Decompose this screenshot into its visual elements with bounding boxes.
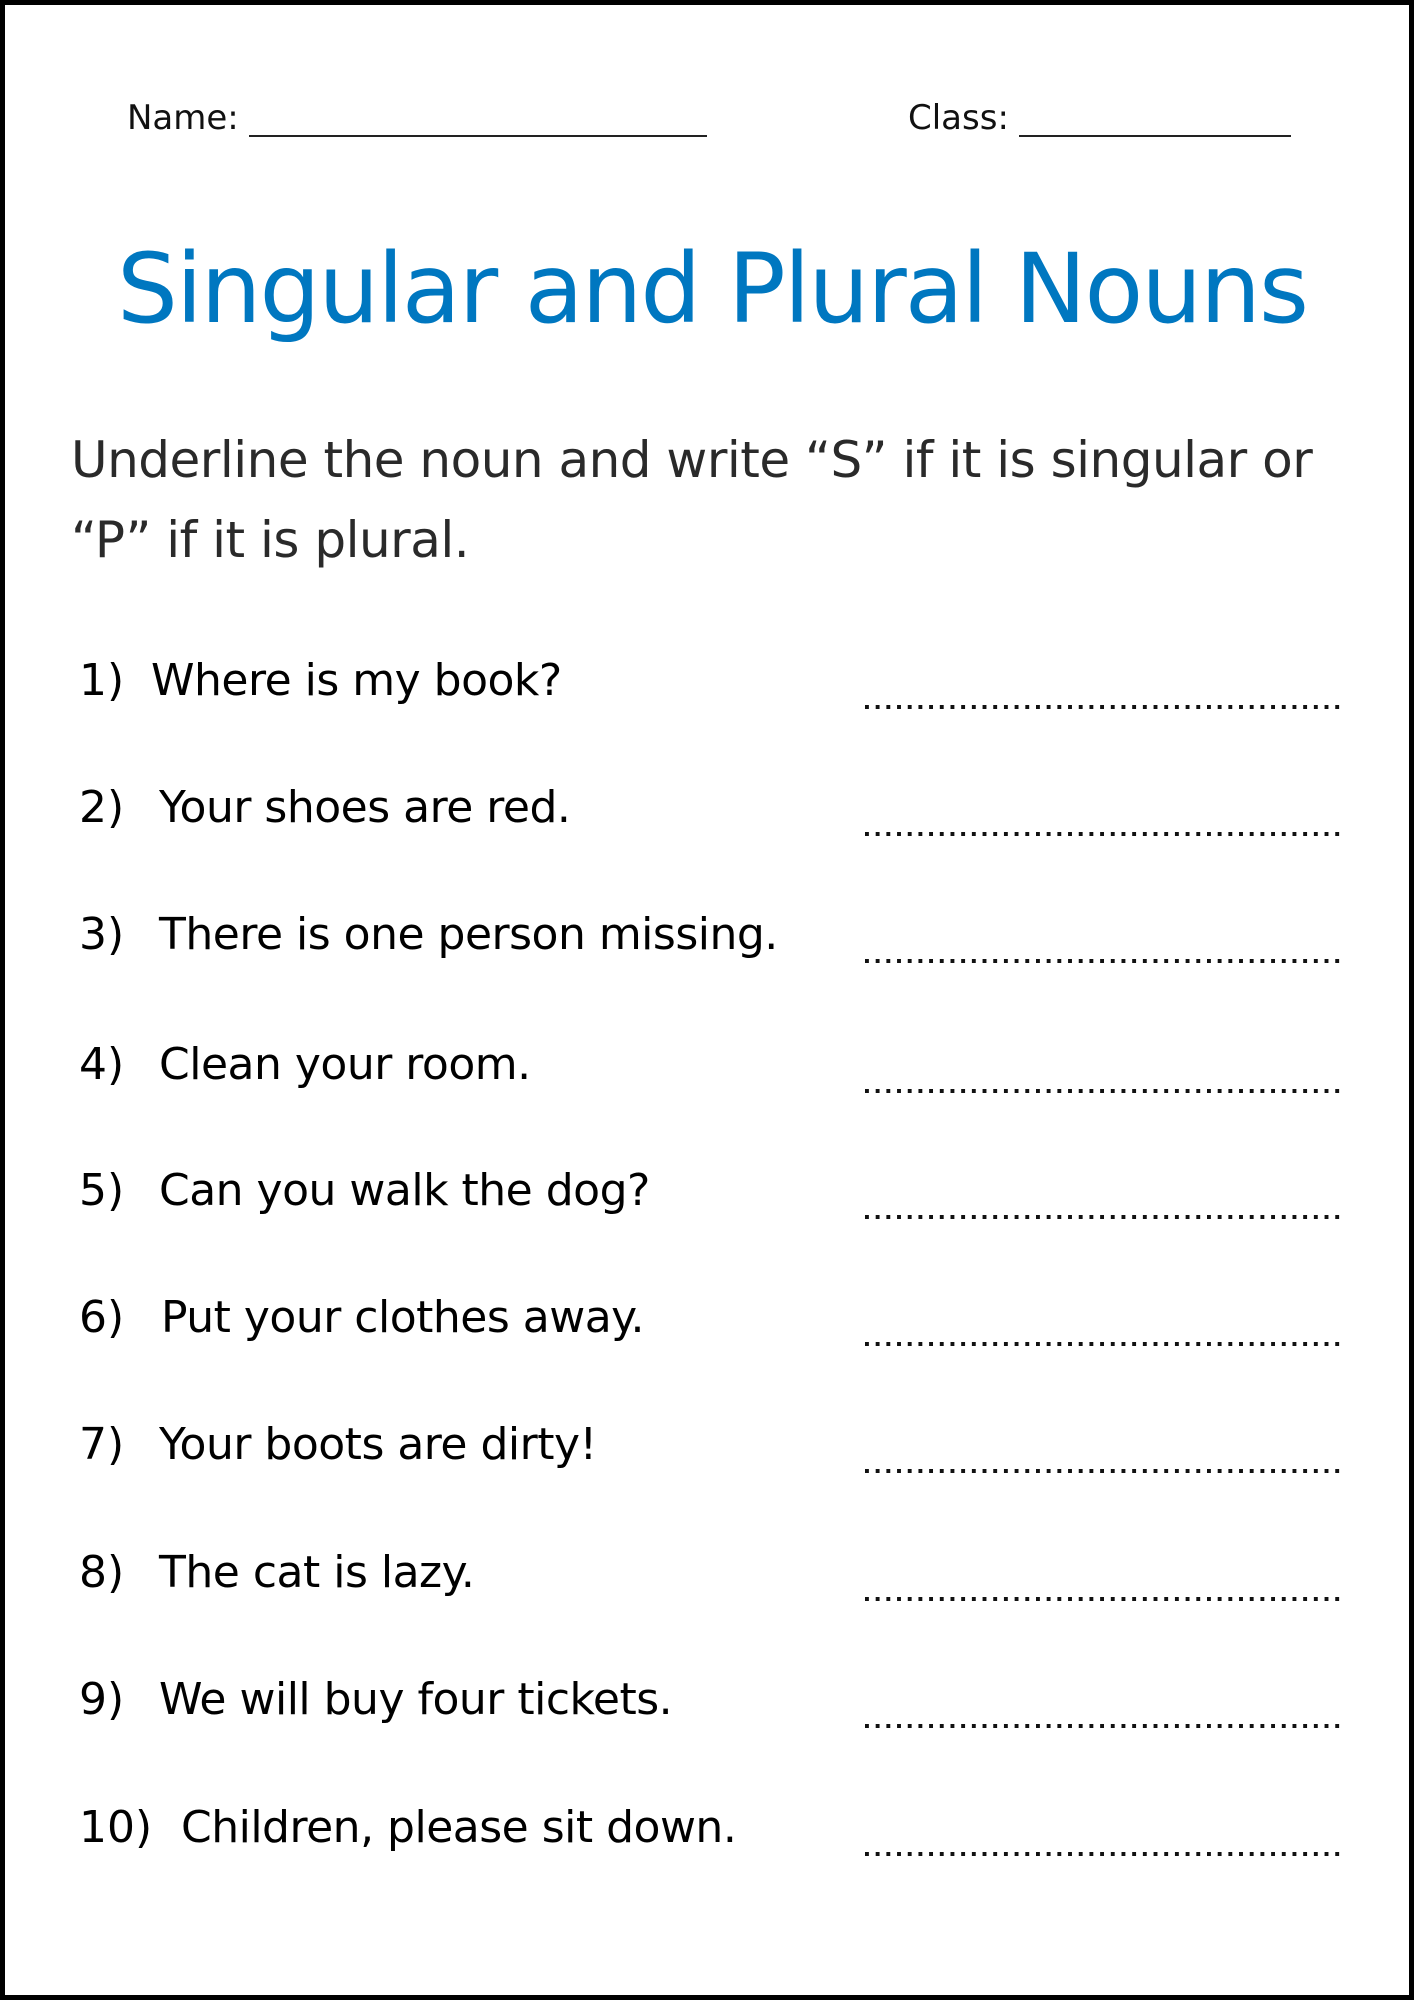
answer-line[interactable] [865,1724,1345,1728]
item-sentence: Clean your room. [159,1039,531,1090]
exercise-item-5 [79,1147,1345,1227]
item-sentence: Your boots are dirty! [159,1419,597,1470]
exercise-item-7 [79,1401,1345,1481]
answer-line[interactable] [865,1342,1345,1346]
page-title: Singular and Plural Nouns [117,233,1307,345]
item-number: 5) [79,1165,125,1216]
exercise-item-10 [79,1784,1345,1864]
name-input-line[interactable] [249,135,707,137]
answer-line[interactable] [865,959,1345,963]
exercise-item-3 [79,891,1345,971]
item-sentence: Children, please sit down. [181,1802,737,1853]
item-number: 6) [79,1292,125,1343]
item-number: 4) [79,1039,125,1090]
answer-line[interactable] [865,832,1345,836]
exercise-item-1 [79,637,1345,717]
class-input-line[interactable] [1019,135,1291,137]
item-number: 1) [79,655,125,706]
class-label: Class: [908,98,1009,138]
item-number: 3) [79,909,125,960]
item-sentence: Can you walk the dog? [159,1165,650,1216]
item-number: 8) [79,1547,125,1598]
exercise-item-2 [79,764,1345,844]
class-field[interactable] [908,98,1291,138]
item-number: 10) [79,1802,153,1853]
exercise-item-6 [79,1274,1345,1354]
answer-line[interactable] [865,705,1345,709]
name-field[interactable] [127,98,707,138]
item-sentence: There is one person missing. [159,909,778,960]
item-number: 2) [79,782,125,833]
answer-line[interactable] [865,1852,1345,1856]
item-sentence: The cat is lazy. [159,1547,475,1598]
item-number: 7) [79,1419,125,1470]
item-sentence: Where is my book? [151,655,562,706]
item-sentence: Your shoes are red. [159,782,571,833]
item-number: 9) [79,1674,125,1725]
instructions-text: Underline the noun and write “S” if it is singular or “P” if it is plural. [71,431,1313,569]
exercise-item-4 [79,1021,1345,1101]
exercise-item-9 [79,1656,1345,1736]
name-label: Name: [127,98,239,138]
item-sentence: We will buy four tickets. [159,1674,673,1725]
item-sentence: Put your clothes away. [161,1292,644,1343]
answer-line[interactable] [865,1597,1345,1601]
answer-line[interactable] [865,1215,1345,1219]
answer-line[interactable] [865,1469,1345,1473]
answer-line[interactable] [865,1089,1345,1093]
exercise-item-8 [79,1529,1345,1609]
